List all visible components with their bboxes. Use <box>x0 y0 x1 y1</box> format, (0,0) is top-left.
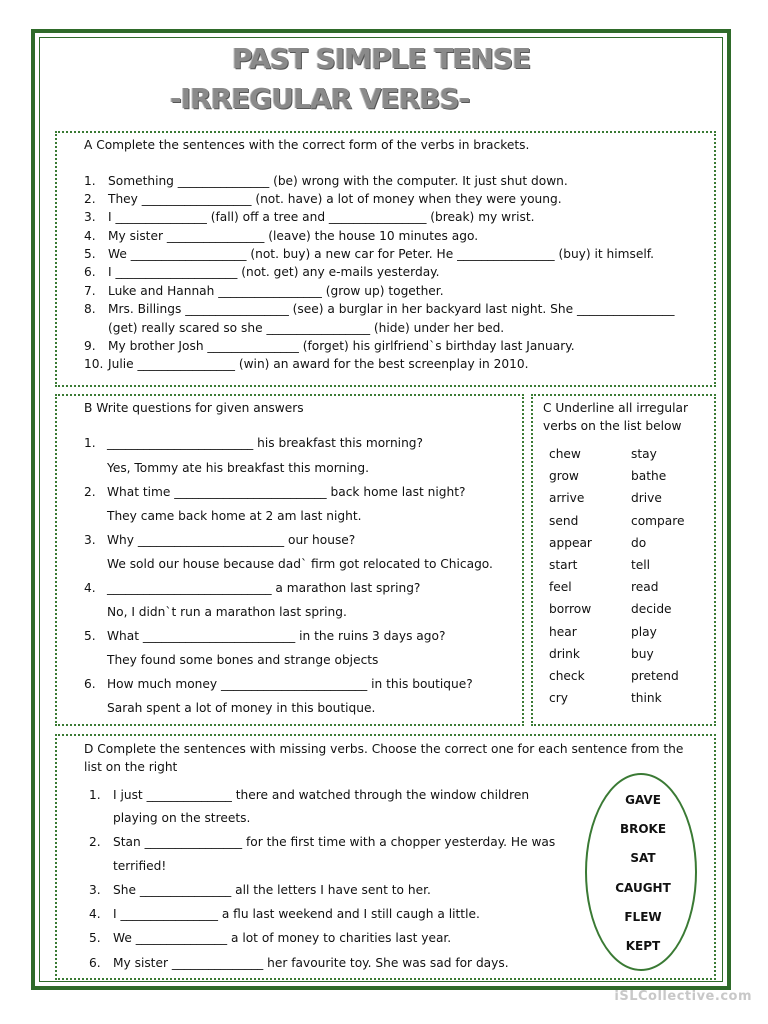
watermark: iSLCollective.com <box>614 989 752 1004</box>
section-b-question: What _________________________ in the ruins 3 days ago? <box>107 629 446 643</box>
section-b-item-number: 1. <box>84 436 96 450</box>
section-a-item-number: 2. <box>84 192 96 206</box>
section-d-item-text: playing on the streets. <box>113 811 251 825</box>
section-a-item-text: Something _______________ (be) wrong with the computer. It just shut down. <box>108 174 568 188</box>
section-b-question: ___________________________ a marathon last spring? <box>107 581 421 595</box>
section-a-item-text: Mrs. Billings _________________ (see) a burglar in her backyard last night. She ________________ <box>108 302 675 316</box>
section-d-item-number: 3. <box>89 883 101 897</box>
section-a-item-number: 7. <box>84 284 96 298</box>
word-bank-word: BROKE <box>619 822 667 837</box>
section-a-item-text: We ___________________ (not. buy) a new car for Peter. He ________________ (buy) it himself. <box>108 247 655 261</box>
section-b-answer: They came back home at 2 am last night. <box>107 509 362 523</box>
section-a-item-text: I ____________________ (not. get) any e-mails yesterday. <box>108 265 440 279</box>
verb-list-item: play <box>631 624 657 639</box>
section-b-item-number: 3. <box>84 533 96 547</box>
section-d-item-text: She _______________ all the letters I have sent to her. <box>113 883 431 897</box>
section-d-item-number: 1. <box>89 788 101 802</box>
section-a-item-number: 6. <box>84 265 96 279</box>
verb-list-item: think <box>631 691 662 706</box>
section-d-item-number: 4. <box>89 907 101 921</box>
section-d-item-number: 5. <box>89 931 101 945</box>
verb-list-item: stay <box>631 447 657 461</box>
verb-list-item: bathe <box>631 469 667 484</box>
section-c-heading-1: C Underline all irregular <box>543 401 689 415</box>
section-d-item-text: We _______________ a lot of money to charities last year. <box>113 931 452 945</box>
section-d-item-number: 2. <box>89 835 101 849</box>
word-bank-word: FLEW <box>624 909 662 924</box>
word-bank-word: GAVE <box>625 793 661 807</box>
section-b-item-number: 6. <box>84 677 96 691</box>
verb-list-item: buy <box>631 646 654 661</box>
verb-list-item: check <box>549 669 585 683</box>
word-bank-oval <box>585 773 697 971</box>
word-bank-word: SAT <box>630 851 656 866</box>
section-a-item-text: They __________________ (not. have) a lot of money when they were young. <box>108 192 562 206</box>
section-a-item-number: 8. <box>84 302 96 316</box>
section-b-answer: No, I didn`t run a marathon last spring. <box>107 605 347 619</box>
section-b-question: What time _________________________ back home last night? <box>107 485 466 499</box>
verb-list-item: grow <box>549 469 579 484</box>
section-a-item-text: I _______________ (fall) off a tree and ________________ (break) my wrist. <box>108 210 535 224</box>
section-d-item-text: I ________________ a flu last weekend and I still caugh a little. <box>113 907 480 921</box>
section-b-question: How much money ________________________ in this boutique? <box>107 677 473 691</box>
section-d-item-text: I just ______________ there and watched through the window children <box>113 788 530 802</box>
section-a-item-number: 4. <box>84 229 96 243</box>
title-line-1: PAST SIMPLE TENSE <box>232 42 531 75</box>
verb-list-item: appear <box>549 535 592 550</box>
section-a-item-text: My brother Josh _______________ (forget) his girlfriend`s birthday last January. <box>108 339 575 353</box>
verb-list-item: borrow <box>549 602 592 617</box>
verb-list-item: send <box>549 513 579 528</box>
verb-list-item: compare <box>631 513 685 528</box>
section-b-answer: Sarah spent a lot of money in this boutique. <box>107 701 376 715</box>
verb-list-item: chew <box>549 447 581 461</box>
verb-list-item: start <box>549 558 578 572</box>
section-b-question: ________________________ his breakfast this morning? <box>107 436 423 450</box>
verb-list-item: read <box>631 580 659 595</box>
section-b-item-number: 5. <box>84 629 96 643</box>
section-a-item-text: Julie ________________ (win) an award for the best screenplay in 2010. <box>108 357 529 371</box>
title-line-2: -IRREGULAR VERBS- <box>170 82 470 115</box>
section-d-item-number: 6. <box>89 956 101 970</box>
verb-list-item: arrive <box>549 491 585 506</box>
section-b-answer: We sold our house because dad` firm got relocated to Chicago. <box>107 557 493 571</box>
verb-list-item: drive <box>631 491 662 506</box>
section-a-item-number: 5. <box>84 247 96 261</box>
section-c-heading-2: verbs on the list below <box>543 419 682 433</box>
section-b-heading: B Write questions for given answers <box>84 401 304 415</box>
verb-list-item: drink <box>549 646 580 661</box>
section-d-item-text: terrified! <box>113 859 167 873</box>
section-d-heading-1: D Complete the sentences with missing verbs. Choose the correct one for each sentence from the <box>84 742 684 756</box>
word-bank-word: KEPT <box>625 939 661 953</box>
verb-list-item: pretend <box>631 669 679 683</box>
section-b-item-number: 2. <box>84 485 96 499</box>
section-a-heading: A Complete the sentences with the correct form of the verbs in brackets. <box>84 138 530 152</box>
section-b-answer: They found some bones and strange objects <box>107 653 379 667</box>
section-a-item-number: 9. <box>84 339 96 353</box>
section-a-item-number: 1. <box>84 174 96 188</box>
verb-list-item: hear <box>549 624 577 639</box>
section-a-item-number: 10. <box>84 357 104 371</box>
section-a-item-text: Luke and Hannah _________________ (grow up) together. <box>108 284 444 298</box>
section-a-item-number: 3. <box>84 210 96 224</box>
verb-list-item: do <box>631 535 647 550</box>
section-b-answer: Yes, Tommy ate his breakfast this morning. <box>107 461 369 475</box>
section-b-item-number: 4. <box>84 581 96 595</box>
section-b-question: Why ________________________ our house? <box>107 533 356 547</box>
verb-list-item: tell <box>631 558 651 572</box>
section-d-item-text: Stan ________________ for the first time with a chopper yesterday. He was <box>113 835 556 849</box>
verb-list-item: decide <box>631 602 672 617</box>
word-bank-word: CAUGHT <box>615 880 671 895</box>
section-a-item-text: (get) really scared so she _________________ (hide) under her bed. <box>108 321 505 335</box>
section-d-heading-2: list on the right <box>84 760 178 774</box>
section-d-item-text: My sister _______________ her favourite toy. She was sad for days. <box>113 956 509 970</box>
verb-list-item: cry <box>549 691 568 706</box>
section-a-item-text: My sister ________________ (leave) the house 10 minutes ago. <box>108 229 479 243</box>
verb-list-item: feel <box>549 580 572 595</box>
